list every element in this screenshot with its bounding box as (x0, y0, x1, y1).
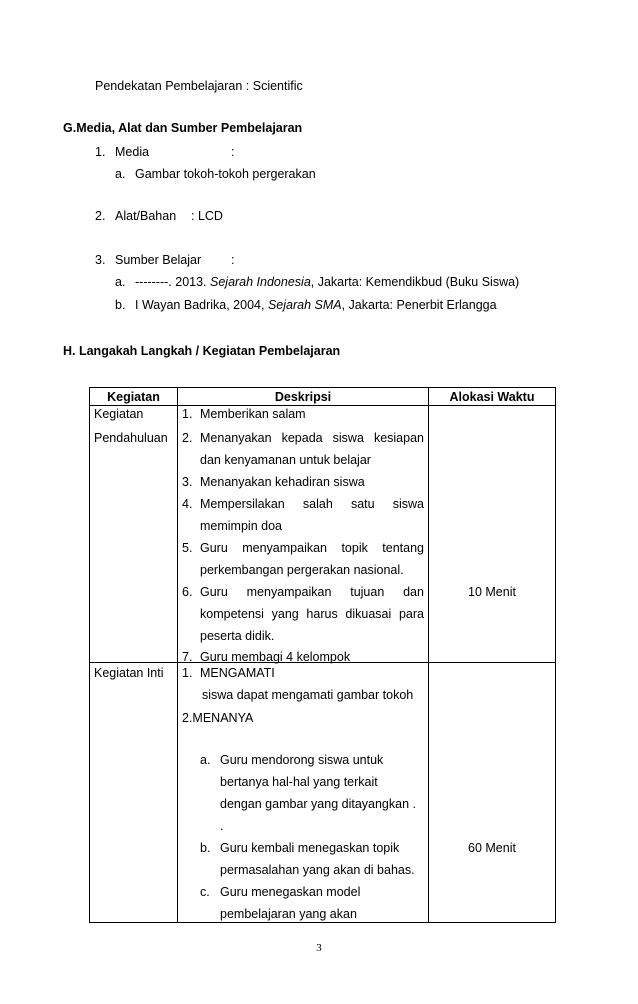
word: Guru (200, 585, 228, 599)
table-row-inti (90, 663, 556, 923)
word: tujuan (350, 585, 385, 599)
item-text: dengan gambar yang ditayangkan . (220, 797, 416, 811)
item-text: Guru membagi 4 kelompok (200, 650, 351, 664)
pendahuluan-label-1: Kegiatan (94, 407, 144, 421)
media-num: 1. (95, 145, 106, 159)
item-letter: b. (200, 841, 211, 855)
item-text-justified (200, 607, 424, 621)
activity-table (89, 387, 556, 923)
word: menyampaikan (246, 585, 332, 599)
table-row-pendahuluan (90, 406, 556, 663)
word: yang (271, 607, 299, 621)
header-deskripsi: Deskripsi (178, 388, 429, 406)
word: menyampaikan (242, 541, 327, 555)
sumber-label: Sumber Belajar (115, 253, 202, 267)
cell-inti-label (90, 663, 178, 923)
inti-label: Kegiatan Inti (94, 666, 164, 680)
approach-line: Pendekatan Pembelajaran : Scientific (95, 79, 303, 93)
mengamati-heading: MENGAMATI (200, 666, 275, 680)
ref-b-letter: b. (115, 298, 126, 312)
section-h-title: H. Langakah Langkah / Kegiatan Pembelajaran (63, 344, 341, 358)
word: siswa (332, 431, 364, 445)
media-colon: : (231, 145, 235, 159)
item-text: peserta didik. (200, 629, 275, 643)
ref-b-title: Sejarah SMA (267, 298, 342, 312)
item-text: memimpin doa (200, 519, 282, 533)
word: dan (403, 585, 424, 599)
item-text-justified (200, 541, 424, 555)
sumber-num: 3. (95, 253, 106, 267)
item-text: Memberikan salam (200, 407, 306, 421)
item-text: dan kenyamanan untuk belajar (200, 453, 371, 467)
header-alokasi-waktu: Alokasi Waktu (429, 388, 556, 406)
media-sub-text: Gambar tokoh-tokoh pergerakan (135, 167, 316, 181)
word: kepada (281, 431, 323, 445)
header-kegiatan: Kegiatan (90, 388, 178, 406)
word: satu (350, 497, 375, 511)
item-text: perkembangan pergerakan nasional. (200, 563, 404, 577)
page-number: 3 (316, 942, 322, 954)
section-g-title: G.Media, Alat dan Sumber Pembelajaran (63, 121, 303, 135)
word: dikuasai (345, 607, 392, 621)
item-num: 7. (182, 650, 193, 664)
alat-value: : LCD (191, 209, 223, 223)
word: salah (302, 497, 333, 511)
inti-time: 60 Menit (468, 841, 516, 855)
cell-pendahuluan-label (90, 406, 178, 663)
cell-inti-time (429, 663, 556, 923)
alat-num: 2. (95, 209, 106, 223)
item-text: Menanyakan kehadiran siswa (200, 475, 365, 489)
item-num: 6. (182, 585, 193, 599)
item-num: 1. (182, 407, 193, 421)
word: tentang (382, 541, 424, 555)
item-num: 5. (182, 541, 193, 555)
cell-inti-desc (178, 663, 429, 923)
item-letter: a. (200, 753, 211, 767)
item-num: 3. (182, 475, 193, 489)
media-sub-letter: a. (115, 167, 126, 181)
item-num: 2. (182, 431, 193, 445)
item-letter: c. (200, 885, 210, 899)
media-label: Media (115, 145, 150, 159)
word: Mempersilakan (200, 497, 285, 511)
item-num: 4. (182, 497, 193, 511)
ref-b-suffix: , Jakarta: Penerbit Erlangga (341, 298, 497, 312)
pendahuluan-label-2: Pendahuluan (94, 431, 168, 445)
item-num: 1. (182, 666, 193, 680)
word: Guru (200, 541, 228, 555)
item-text-justified (200, 585, 424, 599)
item-text: . (220, 819, 224, 833)
cell-pendahuluan-time (429, 406, 556, 663)
word: kompetensi (200, 607, 264, 621)
word: para (398, 607, 424, 621)
item-text: Guru mendorong siswa untuk (220, 753, 384, 767)
pendahuluan-time: 10 Menit (468, 585, 516, 599)
ref-b-text (135, 298, 497, 312)
word: topik (341, 541, 368, 555)
ref-a-title: Sejarah Indonesia (210, 275, 311, 289)
item-text-justified (200, 497, 424, 511)
item-text-justified (200, 431, 424, 445)
alat-label: Alat/Bahan (115, 209, 177, 223)
ref-a-text (135, 275, 519, 289)
word: siswa (392, 497, 424, 511)
menanya-heading: 2.MENANYA (182, 711, 254, 725)
mengamati-desc: siswa dapat mengamati gambar tokoh (202, 688, 414, 702)
sumber-colon: : (231, 253, 235, 267)
item-text: Guru menegaskan model (220, 885, 361, 899)
cell-pendahuluan-desc (178, 406, 429, 663)
word: kesiapan (373, 431, 424, 445)
ref-a-suffix: , Jakarta: Kemendikbud (Buku Siswa) (310, 275, 520, 289)
ref-a-letter: a. (115, 275, 126, 289)
ref-a-prefix: --------. 2013. (135, 275, 210, 289)
word: harus (306, 607, 338, 621)
item-text: Guru kembali menegaskan topik (220, 841, 400, 855)
table-header-row (90, 388, 556, 406)
item-text: pembelajaran yang akan (220, 907, 357, 921)
item-text: bertanya hal-hal yang terkait (220, 775, 378, 789)
word: Menanyakan (200, 431, 272, 445)
ref-b-prefix: I Wayan Badrika, 2004, (135, 298, 268, 312)
item-text: permasalahan yang akan di bahas. (220, 863, 415, 877)
